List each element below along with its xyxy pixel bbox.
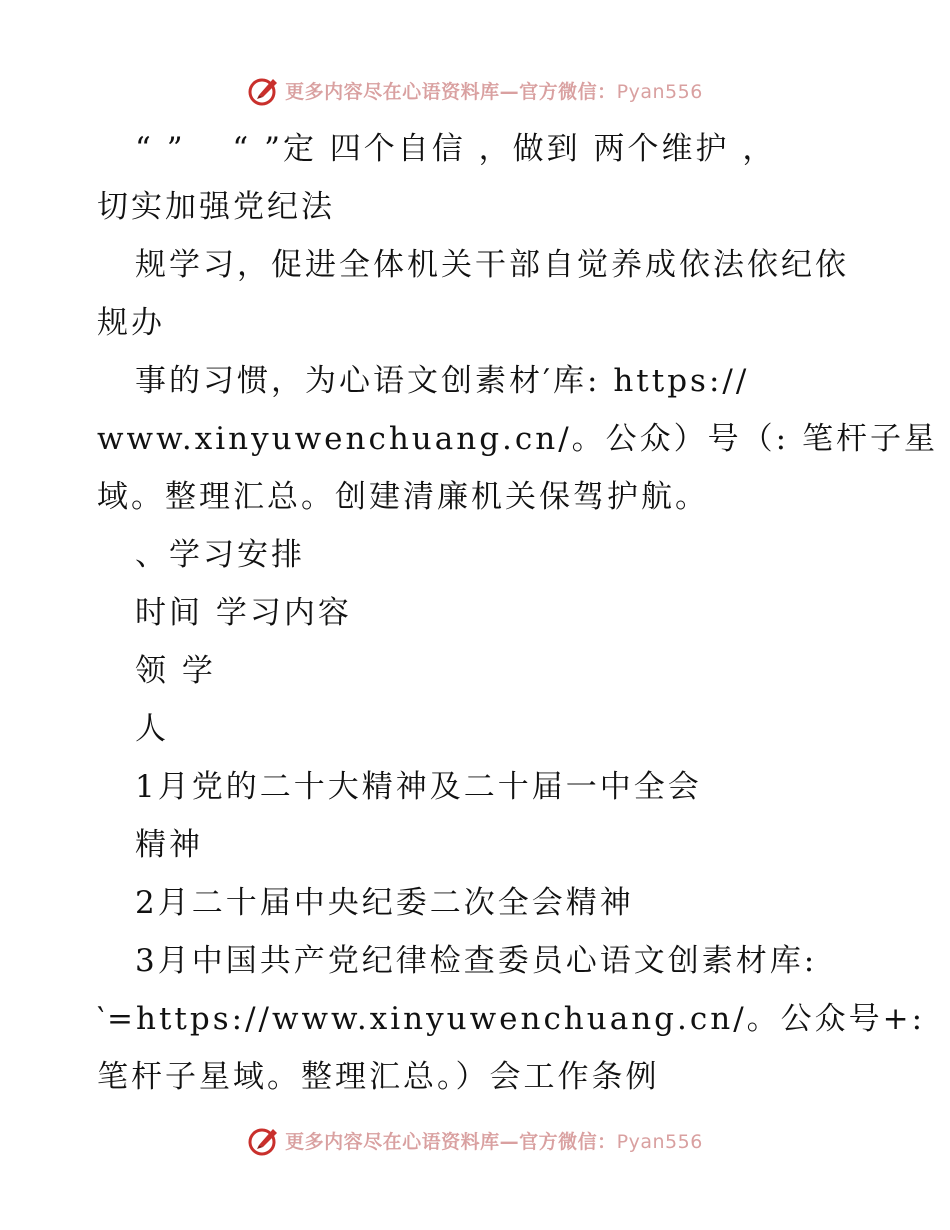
schedule-item: 1月党的二十大精神及二十届一中全会 (135, 769, 702, 805)
watermark-text: 更多内容尽在心语资料库—官方微信：Pyan556 (285, 80, 703, 103)
watermark-header (0, 70, 950, 110)
schedule-item: 3月中国共产党纪律检查委员心语文创素材库: (135, 943, 818, 979)
watermark-text: 更多内容尽在心语资料库—官方微信：Pyan556 (285, 1130, 703, 1153)
watermark-handle: Pyan556 (616, 1130, 703, 1153)
body-line: 人 (135, 711, 169, 747)
body-line: 切实加强党纪法 (97, 189, 335, 225)
table-header-line: 时间 学习内容 (135, 595, 352, 631)
body-line: 笔杆子星域。整理汇总。）会工作条例 (97, 1059, 660, 1095)
document-body (97, 120, 938, 1106)
body-line: 规学习，促进全体机关干部自觉养成依法依纪依 (135, 247, 849, 283)
body-line: 事的习惯，为心语文创素材′库: https:// (135, 363, 750, 399)
body-line: 精神 (135, 827, 203, 863)
pen-nib-circle-icon (247, 73, 281, 107)
body-line: 规办 (97, 305, 165, 341)
watermark-footer (0, 1120, 950, 1160)
body-line: 域。整理汇总。创建清廉机关保驾护航。 (97, 479, 709, 515)
watermark-handle: Pyan556 (616, 80, 703, 103)
body-line: ‵=https://www.xinyuwenchuang.cn/。公众号+: (97, 1001, 926, 1037)
pen-nib-circle-icon (247, 1123, 281, 1157)
body-line: 领 学 (135, 653, 216, 689)
body-line: www.xinyuwenchuang.cn/。公众）号（: 笔杆子星 (97, 421, 938, 457)
schedule-item: 2月二十届中央纪委二次全会精神 (135, 885, 634, 921)
body-line: “ ” “ ”定 四个自信 ，做到 两个维护 ， (135, 131, 777, 167)
section-heading: 、学习安排 (135, 537, 305, 573)
